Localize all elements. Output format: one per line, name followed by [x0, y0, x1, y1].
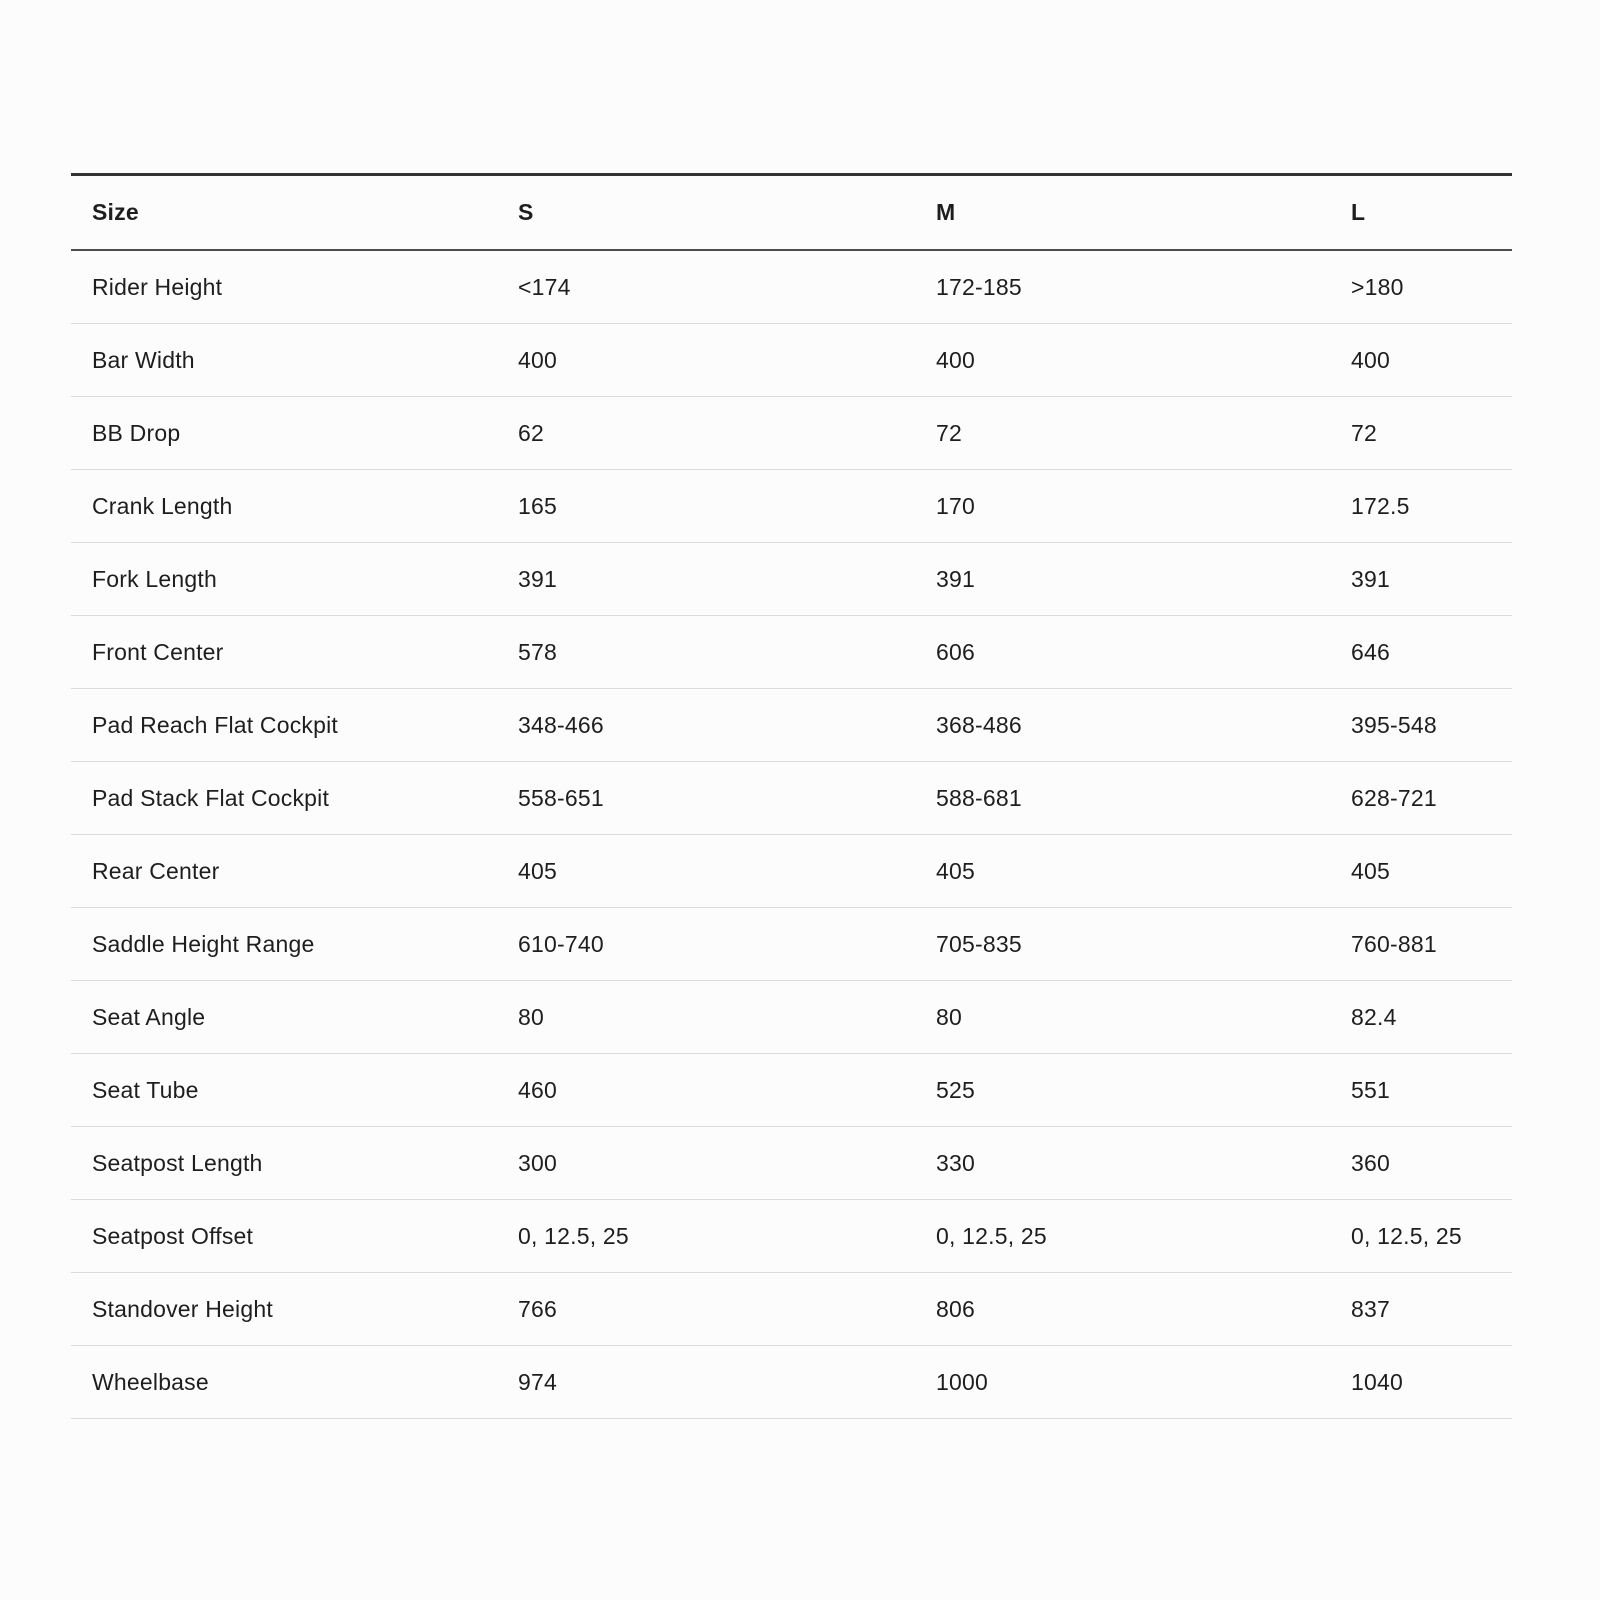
cell-m: 172-185 [936, 250, 1351, 324]
cell-s: 62 [518, 397, 936, 470]
cell-l: 360 [1351, 1127, 1512, 1200]
cell-l: 72 [1351, 397, 1512, 470]
cell-l: 400 [1351, 324, 1512, 397]
row-label: Pad Reach Flat Cockpit [71, 689, 518, 762]
table-row [71, 1273, 1512, 1346]
cell-l: >180 [1351, 250, 1512, 324]
row-label: Wheelbase [71, 1346, 518, 1419]
row-label: Seatpost Offset [71, 1200, 518, 1273]
table-row [71, 1346, 1512, 1419]
table-row [71, 908, 1512, 981]
cell-l: 391 [1351, 543, 1512, 616]
cell-l: 405 [1351, 835, 1512, 908]
column-header-s: S [518, 175, 936, 251]
cell-m: 705-835 [936, 908, 1351, 981]
table-row [71, 835, 1512, 908]
table-row [71, 1127, 1512, 1200]
cell-s: 578 [518, 616, 936, 689]
cell-m: 80 [936, 981, 1351, 1054]
row-label: Pad Stack Flat Cockpit [71, 762, 518, 835]
cell-l: 551 [1351, 1054, 1512, 1127]
cell-m: 525 [936, 1054, 1351, 1127]
row-label: Bar Width [71, 324, 518, 397]
row-label: BB Drop [71, 397, 518, 470]
row-label: Fork Length [71, 543, 518, 616]
cell-s: 558-651 [518, 762, 936, 835]
cell-s: 348-466 [518, 689, 936, 762]
header-row [71, 175, 1512, 251]
cell-s: 391 [518, 543, 936, 616]
table-row [71, 1200, 1512, 1273]
row-label: Crank Length [71, 470, 518, 543]
cell-m: 391 [936, 543, 1351, 616]
cell-s: 80 [518, 981, 936, 1054]
cell-l: 395-548 [1351, 689, 1512, 762]
row-label: Rider Height [71, 250, 518, 324]
row-label: Seat Tube [71, 1054, 518, 1127]
column-header-size: Size [71, 175, 518, 251]
cell-m: 72 [936, 397, 1351, 470]
cell-m: 1000 [936, 1346, 1351, 1419]
cell-m: 400 [936, 324, 1351, 397]
column-header-l: L [1351, 175, 1512, 251]
table-row [71, 397, 1512, 470]
geometry-table-container [71, 173, 1512, 1419]
table-row [71, 616, 1512, 689]
cell-s: 400 [518, 324, 936, 397]
cell-m: 806 [936, 1273, 1351, 1346]
table-row [71, 470, 1512, 543]
cell-l: 82.4 [1351, 981, 1512, 1054]
row-label: Seat Angle [71, 981, 518, 1054]
table-body [71, 250, 1512, 1419]
cell-s: 610-740 [518, 908, 936, 981]
table-row [71, 250, 1512, 324]
cell-s: 405 [518, 835, 936, 908]
table-row [71, 543, 1512, 616]
row-label: Standover Height [71, 1273, 518, 1346]
table-row [71, 324, 1512, 397]
table-row [71, 981, 1512, 1054]
cell-m: 588-681 [936, 762, 1351, 835]
cell-s: 766 [518, 1273, 936, 1346]
geometry-table [71, 173, 1512, 1419]
cell-s: 974 [518, 1346, 936, 1419]
table-row [71, 762, 1512, 835]
row-label: Seatpost Length [71, 1127, 518, 1200]
cell-m: 170 [936, 470, 1351, 543]
cell-m: 368-486 [936, 689, 1351, 762]
cell-l: 1040 [1351, 1346, 1512, 1419]
cell-m: 405 [936, 835, 1351, 908]
cell-s: 460 [518, 1054, 936, 1127]
cell-l: 837 [1351, 1273, 1512, 1346]
cell-s: 165 [518, 470, 936, 543]
cell-l: 760-881 [1351, 908, 1512, 981]
row-label: Front Center [71, 616, 518, 689]
cell-m: 0, 12.5, 25 [936, 1200, 1351, 1273]
cell-l: 172.5 [1351, 470, 1512, 543]
row-label: Saddle Height Range [71, 908, 518, 981]
cell-s: 0, 12.5, 25 [518, 1200, 936, 1273]
table-row [71, 689, 1512, 762]
cell-s: 300 [518, 1127, 936, 1200]
table-row [71, 1054, 1512, 1127]
cell-l: 646 [1351, 616, 1512, 689]
cell-m: 606 [936, 616, 1351, 689]
cell-l: 0, 12.5, 25 [1351, 1200, 1512, 1273]
row-label: Rear Center [71, 835, 518, 908]
column-header-m: M [936, 175, 1351, 251]
cell-s: <174 [518, 250, 936, 324]
cell-m: 330 [936, 1127, 1351, 1200]
cell-l: 628-721 [1351, 762, 1512, 835]
